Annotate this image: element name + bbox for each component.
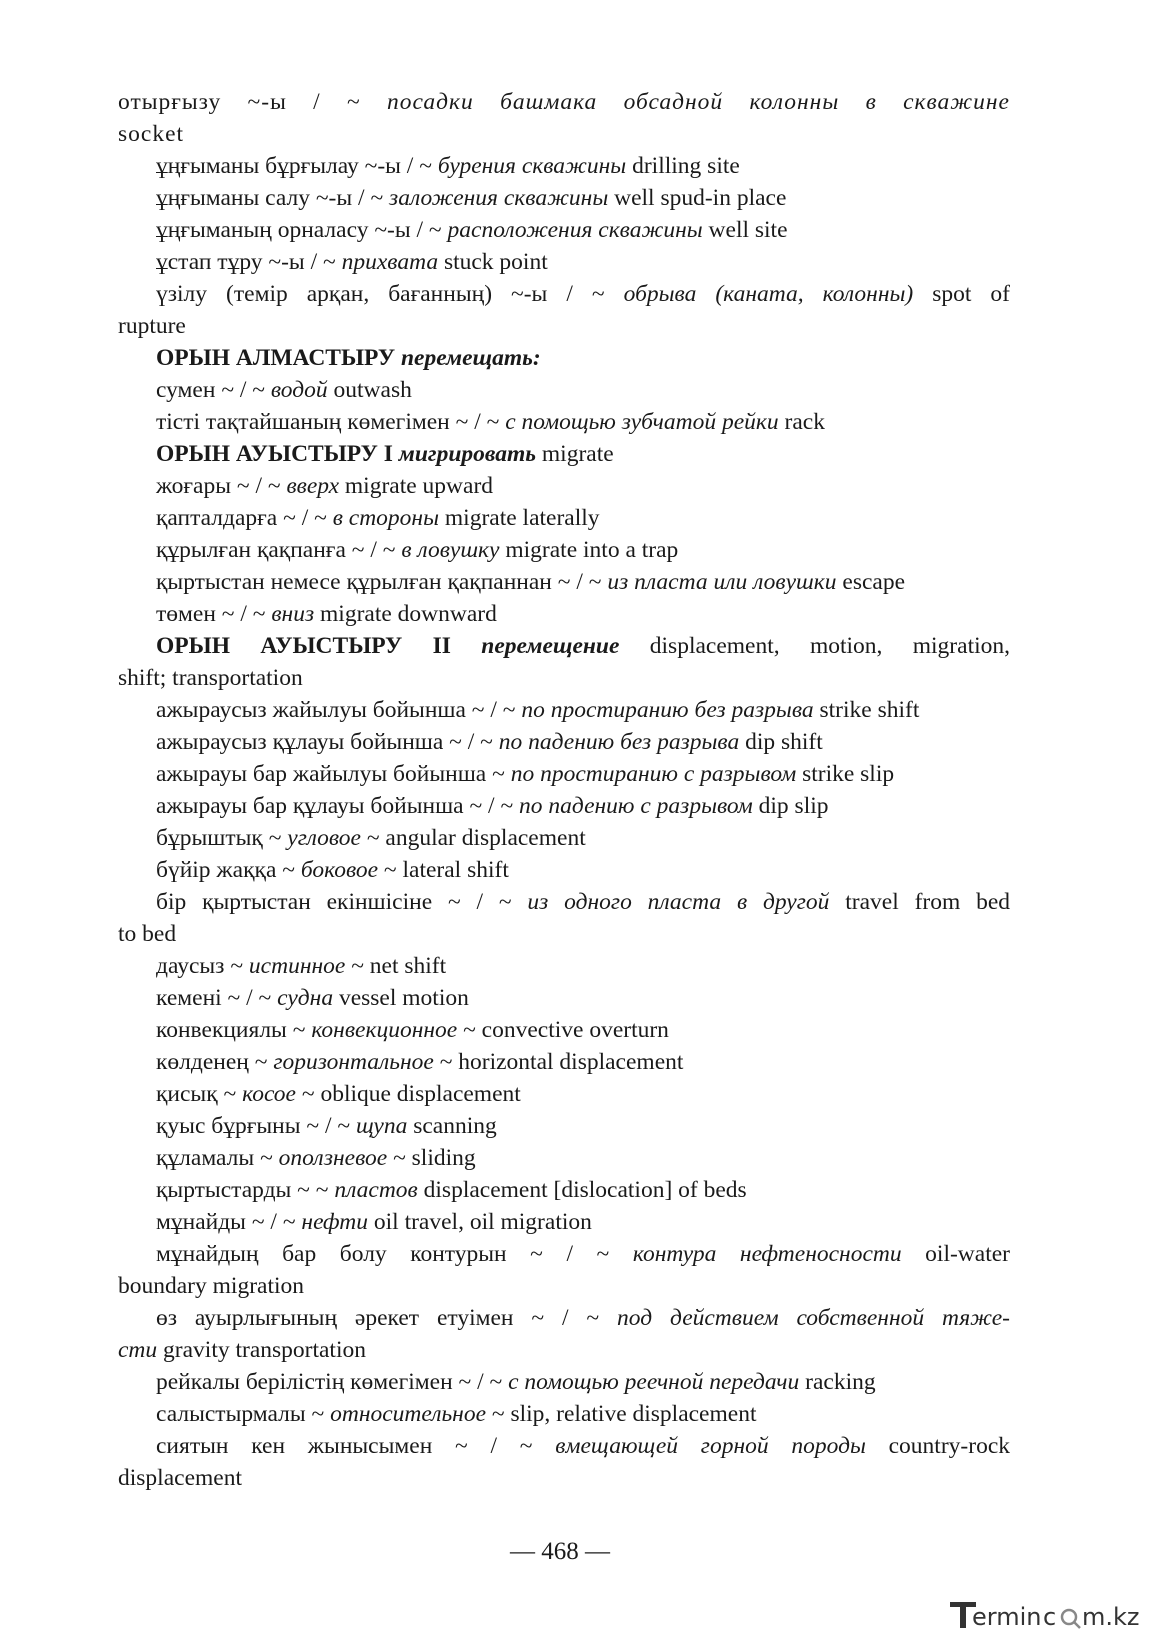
entry-text: көлденең ~ [156,1049,274,1075]
entry-line [118,1334,1010,1366]
entry-text: ұңғыманы бұрғылау ~-ы / ~ [156,153,438,179]
entry-text: scanning [407,1113,497,1139]
entry-text: to bed [118,921,177,947]
entry-line [118,534,1010,566]
entry-text: displacement [118,1465,242,1491]
entry-term-i: под действием собственной тяже- [617,1305,1010,1331]
entry-text: well spud-in place [608,185,787,211]
entry-text: ~ convective overturn [457,1017,669,1043]
termincom-logo [948,1596,1148,1632]
entry-text: oil-water [901,1241,1010,1267]
entry-line [118,598,1010,630]
entry-text: spot of [913,281,1010,307]
entry-text: vessel motion [333,985,469,1011]
entry-term-b: ОРЫН АУЫСТЫРУ I [156,441,399,467]
entry-term-i: с помощью зубчатой рейки [505,409,779,435]
entry-line [118,854,1010,886]
entry-term-i: из одного пласта в другой [527,889,830,915]
magnifier-icon [1062,1610,1080,1628]
entry-term-bi: перемещение [481,633,620,659]
entry-line [118,438,1010,470]
entry-term-i: сти [118,1337,158,1363]
entry-term-i: заложения скважины [389,185,609,211]
entry-line [118,886,1010,918]
entry-text: мұнайды ~ / ~ [156,1209,302,1235]
entry-term-i: вмещающей горной породы [555,1433,866,1459]
page-number: — 468 — [510,1538,610,1565]
entry-term-i: из пласта или ловушки [607,569,837,595]
entry-text: құрылған қақпанға ~ / ~ [156,537,402,563]
watermark-text-3: m.kz [1082,1603,1140,1631]
entry-text: ~ angular displacement [360,825,586,851]
entry-text: қуыс бұрғыны ~ / ~ [156,1113,356,1139]
entry-text: escape [836,569,906,595]
entry-term-i: расположения скважины [447,217,703,243]
entry-term-i: прихвата [341,249,439,275]
entry-text: ~ net shift [345,953,447,979]
entry-term-i: с помощью реечной передачи [508,1369,800,1395]
entry-text: құламалы ~ [156,1145,279,1171]
entry-text: жоғары ~ / ~ [156,473,287,499]
entry-term-i: бурения скважины [437,153,627,179]
entry-text: outwash [327,377,412,403]
entry-text: бір қыртыстан екіншісіне ~ / ~ [156,889,528,915]
entry-text: конвекциялы ~ [156,1017,312,1043]
entry-line [118,822,1010,854]
entry-text: төмен ~ / ~ [156,601,272,627]
entry-line [118,1014,1010,1046]
entry-line [118,1366,1010,1398]
entry-text: migrate downward [314,601,497,627]
entry-term-i: водой [270,377,328,403]
entry-text: ұңғыманың орналасу ~-ы / ~ [156,217,448,243]
entry-text: тісті тақтайшаның көмегімен ~ / ~ [156,409,506,435]
entry-text: даусыз ~ [156,953,249,979]
entry-text: ұстап тұру ~-ы / ~ [156,249,342,275]
entry-term-b: ОРЫН АЛМАСТЫРУ [156,345,401,371]
entry-text: boundary migration [118,1273,305,1299]
entry-text: rack [778,409,825,435]
entry-line [118,726,1010,758]
entry-text: dip slip [752,793,829,819]
entry-line [118,310,1010,342]
entry-line [118,1462,1010,1494]
entry-text: displacement, motion, migration, [619,633,1010,659]
entry-text: мұнайдың бар болу контурын ~ / ~ [156,1241,633,1267]
entry-line [118,1174,1010,1206]
entry-term-i: по падению с разрывом [519,793,753,819]
entry-term-i: щупа [355,1113,408,1139]
entry-text: ~ oblique displacement [295,1081,521,1107]
entry-line [118,246,1010,278]
entry-term-i: посадки башмака обсадной колонны в скважине [387,89,1010,115]
entry-text: бүйір жаққа ~ [156,857,301,883]
entry-text: gravity transportation [157,1337,366,1363]
entry-line [118,278,1010,310]
entry-term-i: горизонтальное [273,1049,434,1075]
entry-line [118,982,1010,1014]
entry-text: рейкалы берілістің көмегімен ~ / ~ [156,1369,509,1395]
entry-text: ажырауы бар жайылуы бойынша ~ [156,761,511,787]
entry-line [118,662,1010,694]
entry-text: ~ slip, relative displacement [486,1401,757,1427]
entry-text: үзілу (темір арқан, бағанның) ~-ы / ~ [156,281,624,307]
watermark-text-1: ermin [972,1603,1042,1631]
entry-term-i: в ловушку [401,537,500,563]
entry-term-i: пластов [334,1177,418,1203]
entry-text: сумен ~ / ~ [156,377,271,403]
entry-line [118,342,1010,374]
entry-text: country-rock [865,1433,1010,1459]
entry-term-i: нефти [301,1209,369,1235]
entry-text: well site [702,217,788,243]
entry-line [118,1238,1010,1270]
entry-line [118,694,1010,726]
entry-term-i: по простиранию с разрывом [510,761,797,787]
entry-text: racking [799,1369,876,1395]
entry-line [118,630,1010,662]
entry-text: migrate into a trap [499,537,679,563]
entry-line [118,214,1010,246]
entry-line [118,918,1010,950]
entry-text: сиятын кен жынысымен ~ / ~ [156,1433,556,1459]
entry-text: қапталдарға ~ / ~ [156,505,333,531]
entry-text: dip shift [739,729,823,755]
entry-text: ~ lateral shift [378,857,509,883]
entry-term-i: по падению без разрыва [498,729,740,755]
entry-line [118,1302,1010,1334]
entry-line [118,182,1010,214]
entry-text: oil travel, oil migration [368,1209,592,1235]
entry-line [118,1398,1010,1430]
entry-term-b: ОРЫН АУЫСТЫРУ II [156,633,482,659]
entry-line [118,470,1010,502]
entry-line [118,1206,1010,1238]
entry-term-bi: перемещать: [400,345,541,371]
entry-line [118,950,1010,982]
entry-text: migrate upward [339,473,494,499]
entry-text: ~ horizontal displacement [433,1049,684,1075]
entry-text: ұңғыманы салу ~-ы / ~ [156,185,390,211]
entry-term-i: по простиранию без разрыва [521,697,814,723]
entry-text: отырғызу ~-ы / ~ [118,89,388,115]
dictionary-entries [118,86,1010,1494]
entry-text: strike slip [796,761,895,787]
entry-term-i: в стороны [332,505,440,531]
entry-text: қыртыстарды ~ ~ [156,1177,335,1203]
entry-text: ажыраусыз жайылуы бойынша ~ / ~ [156,697,522,723]
entry-line [118,1270,1010,1302]
entry-line [118,1046,1010,1078]
entry-line [118,374,1010,406]
entry-line [118,502,1010,534]
entry-text: ~ sliding [387,1145,476,1171]
entry-text: migrate [536,441,614,467]
entry-term-i: вверх [286,473,340,499]
entry-text: ажырауы бар құлауы бойынша ~ / ~ [156,793,520,819]
entry-line [118,790,1010,822]
entry-term-i: истинное [248,953,346,979]
entry-line [118,1078,1010,1110]
entry-text: өз ауырлығының әрекет етуімен ~ / ~ [156,1305,618,1331]
entry-text: drilling site [626,153,740,179]
entry-term-i: относительное [330,1401,486,1427]
entry-term-i: угловое [287,825,361,851]
entry-term-i: вниз [271,601,315,627]
entry-line [118,150,1010,182]
entry-term-bi: мигрировать [398,441,537,467]
entry-term-i: контура нефтеносности [632,1241,902,1267]
entry-term-i: косое [242,1081,296,1107]
entry-line [118,86,1010,118]
entry-text: travel from bed [829,889,1011,915]
watermark-text-2: c [1043,1603,1057,1631]
entry-text: қисық ~ [156,1081,243,1107]
entry-text: shift; transportation [118,665,303,691]
entry-term-i: оползневое [278,1145,388,1171]
entry-line [118,566,1010,598]
entry-term-i: судна [277,985,334,1011]
entry-text: migrate laterally [439,505,600,531]
entry-text: бұрыштық ~ [156,825,288,851]
entry-line [118,118,1010,150]
entry-line [118,1142,1010,1174]
entry-line [118,758,1010,790]
entry-text: stuck point [438,249,548,275]
entry-text: кемені ~ / ~ [156,985,278,1011]
entry-text: ажыраусыз құлауы бойынша ~ / ~ [156,729,499,755]
entry-line [118,1430,1010,1462]
entry-line [118,1110,1010,1142]
entry-text: rupture [118,313,186,339]
entry-text: displacement [dislocation] of beds [417,1177,747,1203]
entry-line [118,406,1010,438]
entry-text: қыртыстан немесе құрылған қақпаннан ~ / ~ [156,569,608,595]
entry-term-i: боковое [300,857,379,883]
entry-term-i: конвекционное [311,1017,458,1043]
entry-text: strike shift [813,697,920,723]
entry-text: socket [118,121,185,147]
entry-term-i: обрыва (каната, колонны) [623,281,914,307]
entry-text: салыстырмалы ~ [156,1401,331,1427]
